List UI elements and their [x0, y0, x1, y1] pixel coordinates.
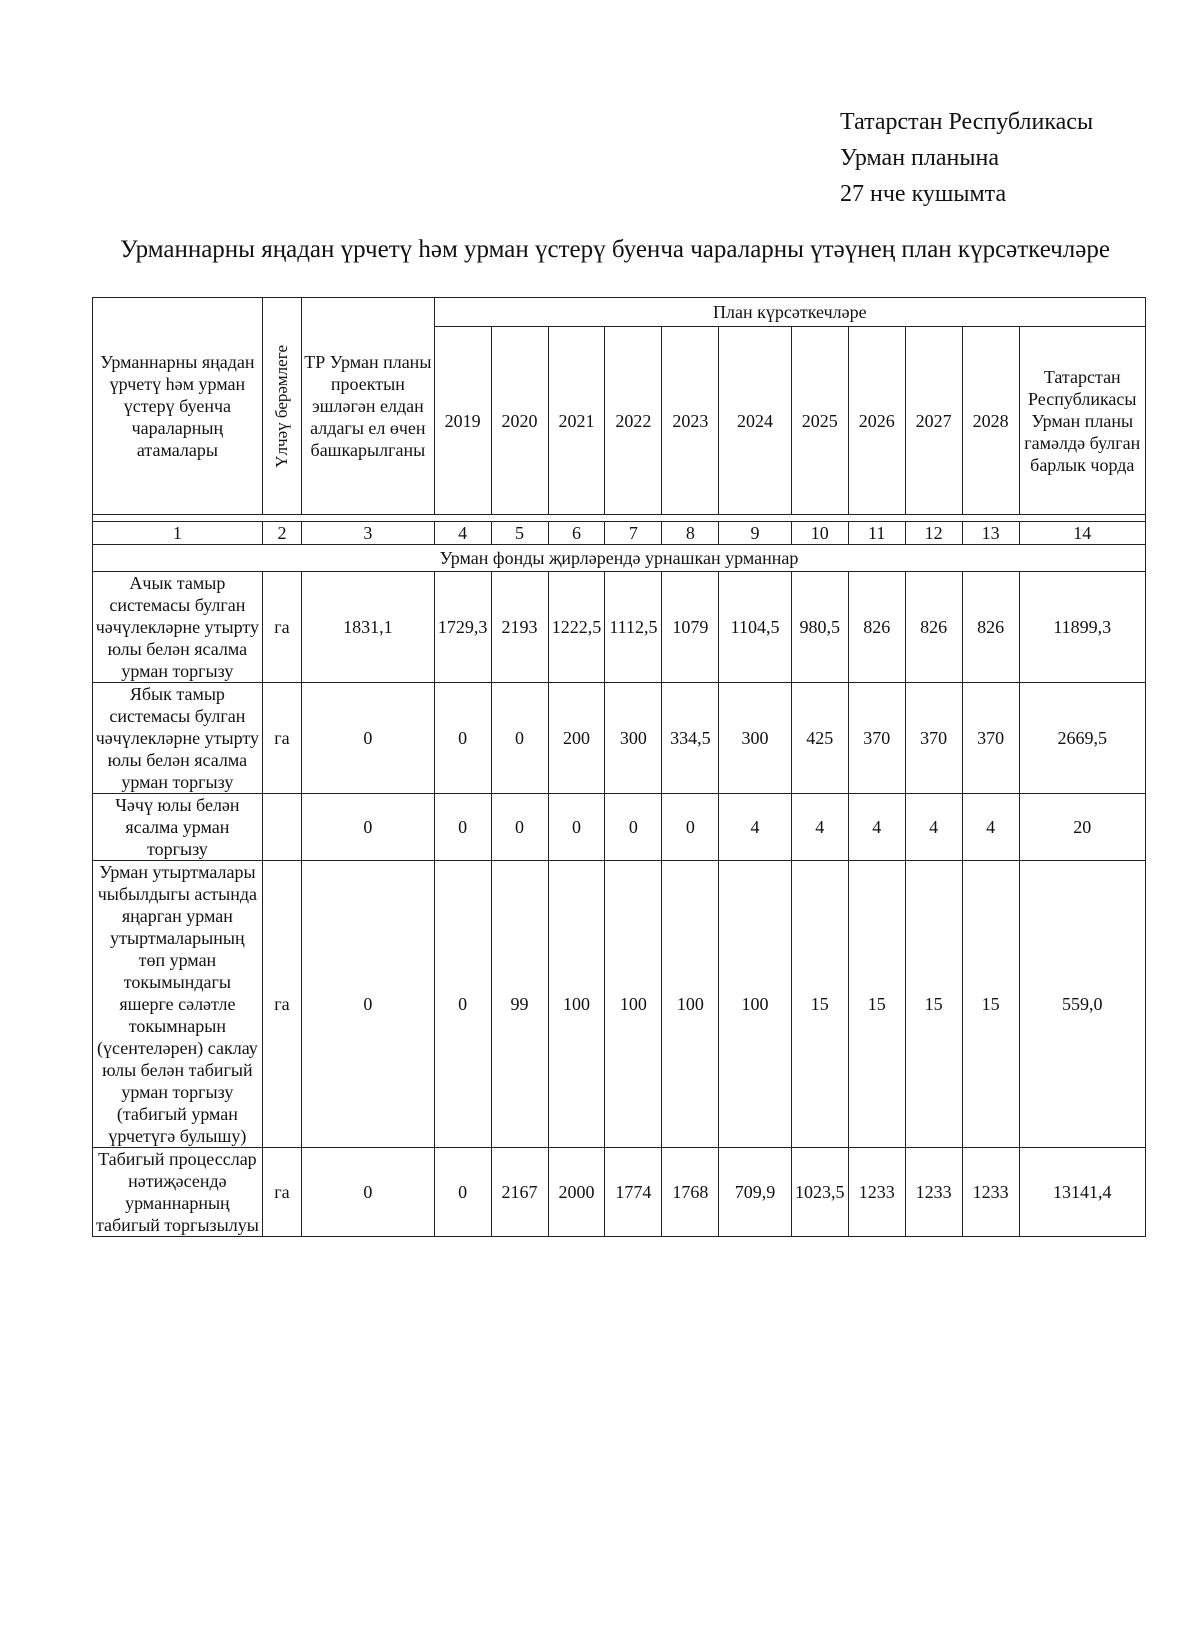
year-value-cell: 0 [491, 683, 548, 794]
year-value-cell: 0 [548, 794, 605, 861]
table-row [93, 572, 1146, 683]
year-value-cell: 0 [491, 794, 548, 861]
unit-cell: га [262, 1148, 301, 1237]
column-number: 4 [434, 522, 491, 545]
document-title: Урманнарны яңадан үрчетү һәм урман үстерү буенча чараларны үтәүнең план күрсәткечләре [120, 236, 1110, 263]
year-value-cell: 0 [434, 861, 491, 1148]
activity-cell: Ачык тамыр системасы булган чәчүлекләрне утырту юлы белән ясалма урман торгызу [93, 572, 263, 683]
column-number: 14 [1019, 522, 1145, 545]
year-value-cell: 1233 [962, 1148, 1019, 1237]
year-value-cell: 1023,5 [791, 1148, 848, 1237]
year-value-cell: 1729,3 [434, 572, 491, 683]
column-number: 3 [302, 522, 435, 545]
header-unit-label: Үлчәү берәмлеге [271, 344, 291, 468]
header-activity: Урманнарны яңадан үрчетү һәм урман үстерү буенча чараларның атамалары [93, 298, 263, 515]
year-value-cell: 15 [905, 861, 962, 1148]
activity-cell: Урман утыртмалары чыбылдыгы астында яңарган урман утыртмаларының төп урман токымындагы яшерге сәләтле токымнарын (үсентеләрен) саклау юлы белән табигый урман торгызу (табигый урман үрчетүгә булышу) [93, 861, 263, 1148]
year-value-cell: 980,5 [791, 572, 848, 683]
year-value-cell: 1104,5 [719, 572, 791, 683]
year-value-cell: 4 [905, 794, 962, 861]
year-value-cell: 1222,5 [548, 572, 605, 683]
table-row [93, 683, 1146, 794]
header-unit [262, 298, 301, 515]
year-value-cell: 1233 [848, 1148, 905, 1237]
total-cell: 2669,5 [1019, 683, 1145, 794]
header-year: 2022 [605, 327, 662, 515]
year-value-cell: 1774 [605, 1148, 662, 1237]
year-value-cell: 100 [605, 861, 662, 1148]
column-number: 11 [848, 522, 905, 545]
activity-cell: Табигый процесслар нәтиҗәсендә урманнарның табигый торгызылуы [93, 1148, 263, 1237]
year-value-cell: 100 [662, 861, 719, 1148]
header-spacer [93, 515, 1146, 522]
year-value-cell: 100 [548, 861, 605, 1148]
year-value-cell: 709,9 [719, 1148, 791, 1237]
column-number-row [93, 522, 1146, 545]
column-number: 2 [262, 522, 301, 545]
total-cell: 11899,3 [1019, 572, 1145, 683]
project-cell: 0 [302, 794, 435, 861]
year-value-cell: 826 [848, 572, 905, 683]
year-value-cell: 0 [605, 794, 662, 861]
year-value-cell: 826 [905, 572, 962, 683]
header-year: 2021 [548, 327, 605, 515]
project-cell: 1831,1 [302, 572, 435, 683]
header-plan: План күрсәткечләре [434, 298, 1145, 327]
column-number: 10 [791, 522, 848, 545]
appendix-note [840, 104, 1093, 212]
year-value-cell: 1079 [662, 572, 719, 683]
header-year: 2020 [491, 327, 548, 515]
year-value-cell: 15 [962, 861, 1019, 1148]
column-number: 1 [93, 522, 263, 545]
plan-table [92, 297, 1146, 1237]
year-value-cell: 334,5 [662, 683, 719, 794]
column-number: 9 [719, 522, 791, 545]
year-value-cell: 15 [848, 861, 905, 1148]
column-number: 5 [491, 522, 548, 545]
spacer-cell [93, 515, 1146, 522]
section-row [93, 545, 1146, 572]
year-value-cell: 15 [791, 861, 848, 1148]
year-value-cell: 200 [548, 683, 605, 794]
year-value-cell: 2193 [491, 572, 548, 683]
total-cell: 20 [1019, 794, 1145, 861]
total-cell: 559,0 [1019, 861, 1145, 1148]
year-value-cell: 1233 [905, 1148, 962, 1237]
year-value-cell: 0 [434, 683, 491, 794]
header-year: 2025 [791, 327, 848, 515]
unit-cell: га [262, 572, 301, 683]
project-cell: 0 [302, 861, 435, 1148]
header-total: Татарстан Республикасы Урман планы гамәлдә булган барлык чорда [1019, 327, 1145, 515]
year-value-cell: 100 [719, 861, 791, 1148]
table-row [93, 1148, 1146, 1237]
column-number: 6 [548, 522, 605, 545]
project-cell: 0 [302, 1148, 435, 1237]
column-number: 7 [605, 522, 662, 545]
activity-cell: Чәчү юлы белән ясалма урман торгызу [93, 794, 263, 861]
year-value-cell: 370 [905, 683, 962, 794]
header-project: ТР Урман планы проектын эшләгән елдан алдагы ел өчен башкарылганы [302, 298, 435, 515]
year-value-cell: 300 [605, 683, 662, 794]
section-title: Урман фонды җирләрендә урнашкан урманнар [93, 545, 1146, 572]
header-year: 2026 [848, 327, 905, 515]
year-value-cell: 4 [719, 794, 791, 861]
year-value-cell: 99 [491, 861, 548, 1148]
appendix-line-1: Татарстан Республикасы [840, 109, 1094, 135]
table-row [93, 794, 1146, 861]
year-value-cell: 4 [962, 794, 1019, 861]
header-year: 2024 [719, 327, 791, 515]
column-number: 13 [962, 522, 1019, 545]
year-value-cell: 0 [662, 794, 719, 861]
appendix-line-2: Урман планына [840, 145, 999, 171]
year-value-cell: 1768 [662, 1148, 719, 1237]
year-value-cell: 4 [848, 794, 905, 861]
header-year: 2028 [962, 327, 1019, 515]
year-value-cell: 370 [848, 683, 905, 794]
table-row [93, 861, 1146, 1148]
year-value-cell: 0 [434, 794, 491, 861]
unit-cell: га [262, 683, 301, 794]
activity-cell: Ябык тамыр системасы булган чәчүлекләрне утырту юлы белән ясалма урман торгызу [93, 683, 263, 794]
year-value-cell: 826 [962, 572, 1019, 683]
unit-cell [262, 794, 301, 861]
year-value-cell: 425 [791, 683, 848, 794]
header-year: 2023 [662, 327, 719, 515]
unit-cell: га [262, 861, 301, 1148]
year-value-cell: 0 [434, 1148, 491, 1237]
year-value-cell: 4 [791, 794, 848, 861]
header-year: 2027 [905, 327, 962, 515]
column-number: 8 [662, 522, 719, 545]
year-value-cell: 1112,5 [605, 572, 662, 683]
year-value-cell: 300 [719, 683, 791, 794]
project-cell: 0 [302, 683, 435, 794]
total-cell: 13141,4 [1019, 1148, 1145, 1237]
appendix-line-3: 27 нче кушымта [840, 181, 1007, 207]
header-year: 2019 [434, 327, 491, 515]
column-number: 12 [905, 522, 962, 545]
year-value-cell: 2167 [491, 1148, 548, 1237]
year-value-cell: 370 [962, 683, 1019, 794]
year-value-cell: 2000 [548, 1148, 605, 1237]
